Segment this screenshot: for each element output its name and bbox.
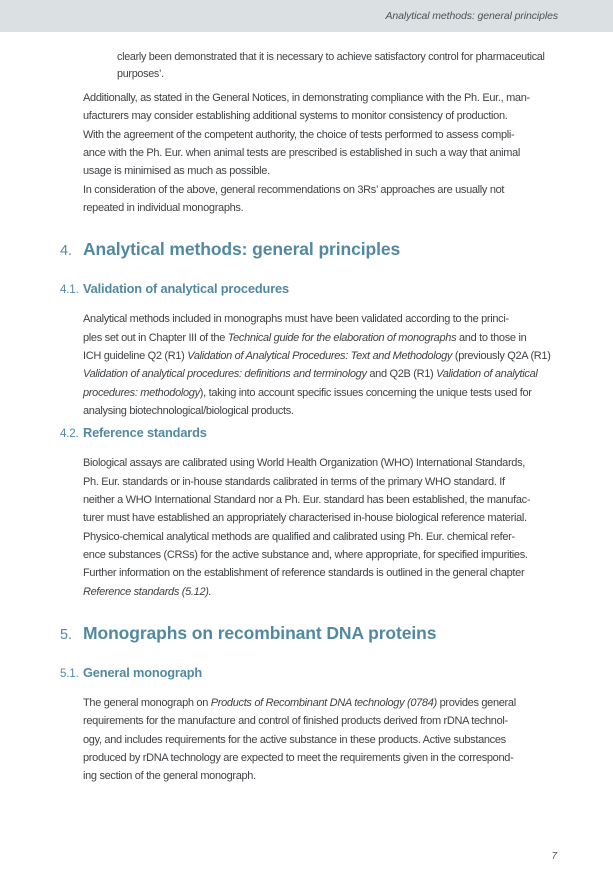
text-run: and to those in <box>456 331 527 344</box>
paragraph <box>83 528 557 565</box>
italic-text-run: Products of Recombinant DNA technology (0784) <box>210 696 437 709</box>
heading-title: Monographs on recombinant DNA proteins <box>83 622 437 643</box>
heading-number: 4.2. <box>60 428 79 441</box>
heading-title: Reference standards <box>83 425 207 441</box>
text-run: provides general <box>436 696 516 709</box>
heading-number: 5. <box>60 626 72 643</box>
text-run: The general monograph on <box>83 696 211 709</box>
text-run: Further information on the establishment of reference standards is outlined in the general chapter <box>83 567 525 580</box>
paragraph <box>83 310 557 420</box>
text-run: Analytical methods included in monographs must have been validated according to the princi- <box>83 313 509 326</box>
heading-number: 4. <box>60 243 72 260</box>
text-run: usage is minimised as much as possible. <box>83 165 270 178</box>
text-line <box>83 144 557 162</box>
text-line <box>83 384 557 402</box>
text-run: In consideration of the above, general recommendations on 3Rs’ approaches are usually not <box>83 183 505 196</box>
italic-text-run: Validation of analytical procedures: definitions and terminology <box>83 368 367 381</box>
subsection-heading <box>60 424 557 443</box>
heading-title: Validation of analytical procedures <box>83 281 289 297</box>
page-header-band <box>0 0 613 32</box>
italic-text-run: Validation of Analytical Procedures: Text and Methodology <box>187 349 453 362</box>
text-line <box>83 731 557 749</box>
text-run: requirements for the manufacture and control of finished products derived from rDNA technol- <box>83 715 508 728</box>
paragraph <box>83 694 557 786</box>
text-line <box>83 402 557 420</box>
text-line <box>83 767 557 785</box>
paragraph <box>83 181 557 218</box>
running-header-title: Analytical methods: general principles <box>385 10 558 22</box>
italic-text-run: Validation of analytical <box>436 368 538 381</box>
text-line <box>83 491 557 509</box>
text-run: and Q2B (R1) <box>366 368 437 381</box>
text-run: neither a WHO International Standard nor a Ph. Eur. standard has been established, the manufac- <box>83 493 531 506</box>
text-line <box>83 365 557 383</box>
paragraph <box>83 454 557 527</box>
text-line <box>83 347 557 365</box>
text-line <box>83 126 557 144</box>
text-line <box>83 528 557 546</box>
text-line <box>83 712 557 730</box>
text-run: ples set out in Chapter III of the <box>83 331 228 344</box>
text-run: Physico-chemical analytical methods are qualified and calibrated using Ph. Eur. chemical refer- <box>83 530 515 543</box>
text-line <box>83 473 557 491</box>
text-run: ), taking into account specific issues concerning the unique tests used for <box>199 386 532 399</box>
italic-text-run: procedures: methodology <box>83 386 200 399</box>
italic-text-run: Technical guide for the elaboration of monographs <box>227 331 457 344</box>
text-run: With the agreement of the competent authority, the choice of tests performed to assess compli- <box>83 128 515 141</box>
heading-title: Analytical methods: general principles <box>83 239 401 260</box>
text-run: produced by rDNA technology are expected to meet the requirements given in the correspond- <box>83 751 514 764</box>
text-line <box>83 162 557 180</box>
heading-number: 5.1. <box>60 667 79 680</box>
text-line <box>83 583 557 601</box>
italic-text-run: Reference standards (5.12). <box>83 585 212 598</box>
text-line <box>83 181 557 199</box>
text-run: ing section of the general monograph. <box>83 770 256 783</box>
text-line <box>83 546 557 564</box>
text-line <box>83 454 557 472</box>
text-line <box>117 66 557 83</box>
text-line <box>83 564 557 582</box>
heading-title: General monograph <box>83 664 203 680</box>
section-heading <box>60 237 557 263</box>
subsection-heading <box>60 280 557 299</box>
text-run: analysing biotechnological/biological products. <box>83 404 294 417</box>
text-run: Biological assays are calibrated using World Health Organization (WHO) International Standards, <box>83 457 526 470</box>
text-run: repeated in individual monographs. <box>83 201 244 214</box>
text-line <box>83 694 557 712</box>
page-number: 7 <box>551 851 557 862</box>
text-run: ance with the Ph. Eur. when animal tests are prescribed is established in such a way that animal <box>83 146 521 159</box>
document-body <box>60 32 557 786</box>
text-run: ICH guideline Q2 (R1) <box>83 349 188 362</box>
text-run: Additionally, as stated in the General Notices, in demonstrating compliance with the Ph. Eur., man- <box>83 92 530 104</box>
subsection-heading <box>60 664 557 683</box>
text-line <box>83 89 557 107</box>
text-run: turer must have established an appropriately characterised in-house biological reference material. <box>83 512 527 525</box>
text-run: ufacturers may consider establishing additional systems to monitor consistency of production. <box>83 110 508 123</box>
text-line <box>83 107 557 125</box>
text-line <box>83 329 557 347</box>
text-run: clearly been demonstrated that it is necessary to achieve satisfactory control for pharmaceutical <box>117 51 545 63</box>
paragraph <box>83 564 557 601</box>
heading-number: 4.1. <box>60 284 79 297</box>
text-run: Ph. Eur. standards or in-house standards calibrated in terms of the primary WHO standard. If <box>83 475 505 488</box>
text-line <box>83 199 557 217</box>
text-line <box>117 49 557 66</box>
paragraph <box>83 89 557 181</box>
block-quote <box>117 49 557 83</box>
text-run: purposes’. <box>117 68 164 80</box>
section-heading <box>60 621 557 647</box>
text-run: ogy, and includes requirements for the active substance in these products. Active substances <box>83 733 506 746</box>
text-line <box>83 310 557 328</box>
text-run: (previously Q2A (R1) <box>452 349 551 362</box>
text-run: ence substances (CRSs) for the active substance and, where appropriate, for specified impurities. <box>83 548 528 561</box>
text-line <box>83 749 557 767</box>
text-line <box>83 509 557 527</box>
